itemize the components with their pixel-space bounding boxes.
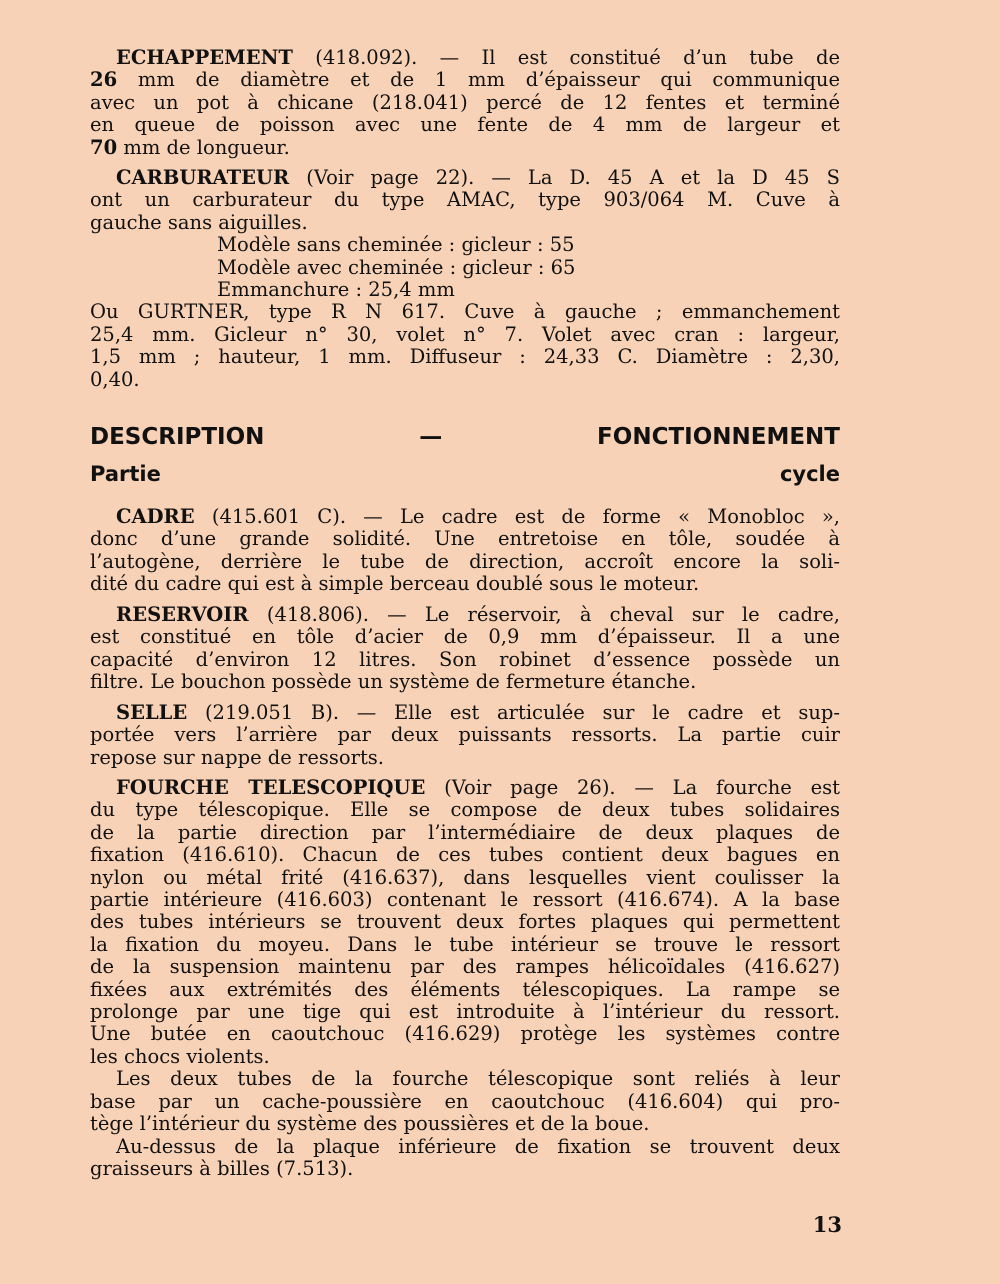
text-line: 25,4 mm. Gicleur n° 30, volet n° 7. Volet avec cran : largeur, xyxy=(90,322,840,346)
text-line: gauche sans aiguilles. xyxy=(90,210,308,234)
text-line: des tubes intérieurs se trouvent deux fortes plaques qui permettent xyxy=(90,910,840,934)
section-title: ECHAPPEMENT xyxy=(116,46,293,69)
text-line: (418.092). — Il est constitué d’un tube de xyxy=(292,46,840,69)
text-line: base par un cache-poussière en caoutchouc (416.604) qui pro- xyxy=(90,1089,840,1113)
text-line: nylon ou métal frité (416.637), dans lesquelles vient coulisser la xyxy=(90,865,840,889)
text-line: de la partie direction par l’intermédiaire de deux plaques de xyxy=(90,820,840,844)
section-title: CARBURATEUR xyxy=(116,166,290,189)
sub-heading: Partie cycle xyxy=(90,462,840,486)
text-line: fixation (416.610). Chacun de ces tubes contient deux bagues en xyxy=(90,843,840,867)
spec-line: Emmanchure : 25,4 mm xyxy=(217,278,455,302)
text-line: est constitué en tôle d’acier de 0,9 mm d’épaisseur. Il a une xyxy=(90,625,840,649)
text-line: l’autogène, derrière le tube de direction, accroît encore la soli- xyxy=(90,549,840,573)
text-line: dité du cadre qui est à simple berceau doublé sous le moteur. xyxy=(90,572,700,596)
text-line: (Voir page 26). — La fourche est xyxy=(425,776,840,799)
section-carburateur xyxy=(90,167,840,391)
section-echappement xyxy=(90,47,840,159)
text-line: (219.051 B). — Elle est articulée sur le cadre et sup- xyxy=(187,701,840,724)
headings xyxy=(90,423,840,488)
text-line: fixées aux extrémités des éléments télescopiques. La rampe se xyxy=(90,977,840,1001)
text-line: Une butée en caoutchouc (416.629) protège les systèmes contre xyxy=(90,1022,840,1046)
text-line: la fixation du moyeu. Dans le tube intérieur se trouve le ressort xyxy=(90,932,840,956)
section-selle xyxy=(90,702,840,769)
section-title: SELLE xyxy=(116,701,188,724)
section-title: FOURCHE TELESCOPIQUE xyxy=(116,776,426,799)
text-line: avec un pot à chicane (218.041) percé de 12 fentes et terminé xyxy=(90,90,840,114)
spec-line: Modèle sans cheminée : gicleur : 55 xyxy=(217,233,575,257)
section-reservoir xyxy=(90,604,840,694)
text-line: mm de diamètre et de 1 mm d’épaisseur qui communique xyxy=(117,68,840,92)
text-line: donc d’une grande solidité. Une entretoise en tôle, soudée à xyxy=(90,527,840,551)
text-line: du type télescopique. Elle se compose de deux tubes solidaires xyxy=(90,798,840,822)
text-line: de la suspension maintenu par des rampes hélicoïdales (416.627) xyxy=(90,955,840,979)
text-line: (Voir page 22). — La D. 45 A et la D 45 S xyxy=(289,166,840,189)
text-bold: 70 xyxy=(90,135,118,159)
spec-line: Modèle avec cheminée : gicleur : 65 xyxy=(217,255,576,279)
text-line: 0,40. xyxy=(90,367,140,391)
text-line: (418.806). — Le réservoir, à cheval sur le cadre, xyxy=(248,603,840,626)
text-line: Les deux tubes de la fourche télescopique sont reliés à leur xyxy=(116,1067,840,1091)
text-line: repose sur nappe de ressorts. xyxy=(90,745,385,769)
section-title: RESERVOIR xyxy=(116,603,249,626)
text-line: 1,5 mm ; hauteur, 1 mm. Diffuseur : 24,33 C. Diamètre : 2,30, xyxy=(90,345,840,369)
text-line: tège l’intérieur du système des poussières et de la boue. xyxy=(90,1112,650,1136)
section-fourche xyxy=(90,777,840,1180)
main-heading: DESCRIPTION — FONCTIONNEMENT xyxy=(90,424,840,450)
text-line: graisseurs à billes (7.513). xyxy=(90,1156,354,1180)
text-line: les chocs violents. xyxy=(90,1044,270,1068)
text-line: capacité d’environ 12 litres. Son robinet d’essence possède un xyxy=(90,647,840,671)
text-line: Au-dessus de la plaque inférieure de fixation se trouvent deux xyxy=(116,1134,840,1158)
text-line: (415.601 C). — Le cadre est de forme « Monobloc », xyxy=(194,505,840,528)
text-line: mm de longueur. xyxy=(117,135,290,159)
text-line: filtre. Le bouchon possède un système de fermeture étanche. xyxy=(90,670,697,694)
text-bold: 26 xyxy=(90,68,118,92)
section-title: CADRE xyxy=(116,505,195,528)
section-cadre xyxy=(90,506,840,596)
page-number: 13 xyxy=(812,1212,842,1237)
text-line: ont un carburateur du type AMAC, type 903/064 M. Cuve à xyxy=(90,188,840,212)
text-line: prolonge par une tige qui est introduite à l’intérieur du ressort. xyxy=(90,1000,840,1024)
text-line: portée vers l’arrière par deux puissants ressorts. La partie cuir xyxy=(90,723,840,747)
text-line: Ou GURTNER, type R N 617. Cuve à gauche ; emmanchement xyxy=(90,300,840,324)
text-line: partie intérieure (416.603) contenant le ressort (416.674). A la base xyxy=(90,888,840,912)
text-line: en queue de poisson avec une fente de 4 mm de largeur et xyxy=(90,113,840,137)
